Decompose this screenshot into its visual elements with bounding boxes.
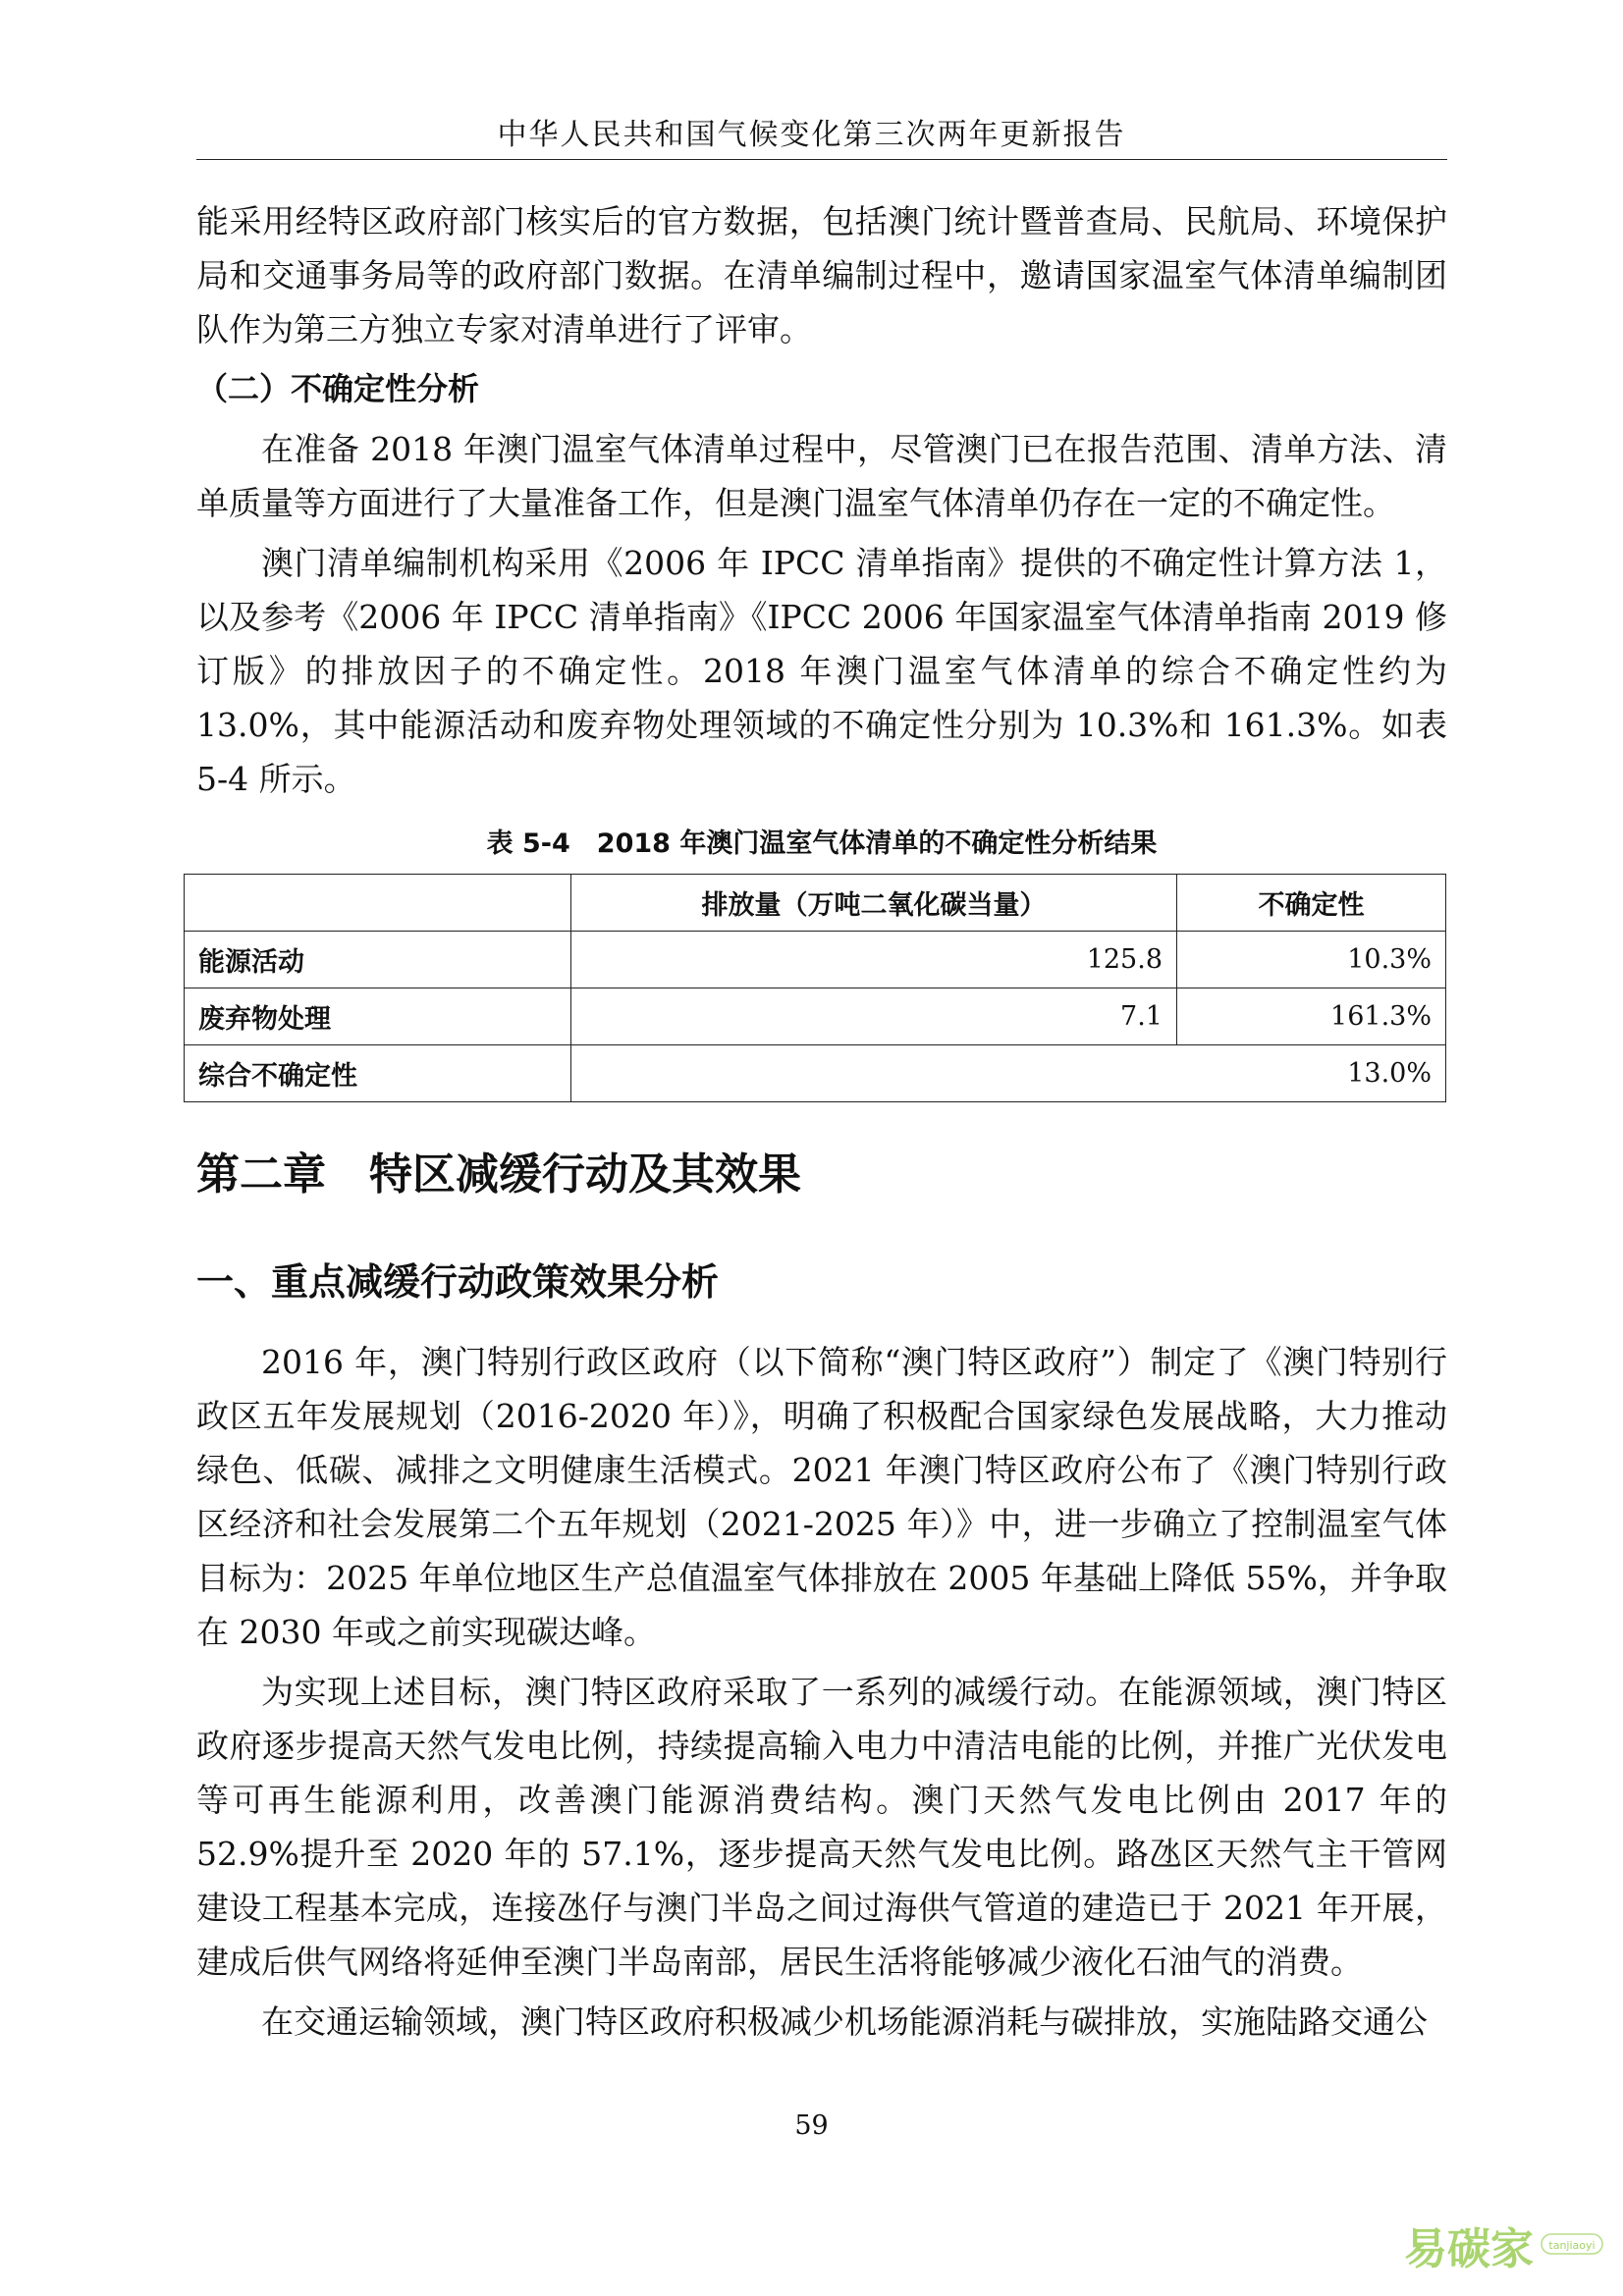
uncertainty-value: 10.3% bbox=[1177, 932, 1446, 988]
section-title: 一、重点减缓行动政策效果分析 bbox=[196, 1260, 720, 1304]
emission-value: 125.8 bbox=[571, 932, 1177, 988]
paragraph: 在交通运输领域，澳门特区政府积极减少机场能源消耗与碳排放，实施陆路交通公 bbox=[261, 2002, 1428, 2041]
table-row bbox=[185, 932, 1446, 988]
uncertainty-table bbox=[184, 874, 1446, 1102]
uncertainty-value: 161.3% bbox=[1177, 988, 1446, 1045]
table-caption: 表 5-4 2018 年澳门温室气体清单的不确定性分析结果 bbox=[486, 828, 1158, 859]
header-divider bbox=[196, 159, 1447, 160]
svg-text:tanjiaoyi: tanjiaoyi bbox=[1548, 2239, 1596, 2252]
table-header-cell: 排放量（万吨二氧化碳当量） bbox=[571, 875, 1177, 932]
total-uncertainty-value: 13.0% bbox=[571, 1045, 1446, 1102]
paragraph: 澳门清单编制机构采用《2006 年 IPCC 清单指南》提供的不确定性计算方法 1，以及参考《2006 年 IPCC 清单指南》《IPCC 2006 年国家温室气体清单指南 2019 修订版》的排放因子的不确定性。2018 年澳门温室气体清单的综合不确定性约为 13.0%，其中能源活动和废弃物处理领域的不确定性分别为 10.3%和 161.3%。如表 5-4 所示。 bbox=[196, 544, 1447, 798]
page-content bbox=[196, 194, 1447, 2055]
page-number: 59 bbox=[794, 2110, 829, 2141]
row-label: 废弃物处理 bbox=[185, 988, 571, 1045]
paragraph: 为实现上述目标，澳门特区政府采取了一系列的减缓行动。在能源领域，澳门特区政府逐步提高天然气发电比例，持续提高输入电力中清洁电能的比例，并推广光伏发电等可再生能源利用，改善澳门能源消费结构。澳门天然气发电比例由 2017 年的 52.9%提升至 2020 年的 57.1%，逐步提高天然气发电比例。路氹区天然气主干管网建设工程基本完成，连接氹仔与澳门半岛之间过海供气管道的建造已于 2021 年开展，建成后供气网络将延伸至澳门半岛南部，居民生活将能够减少液化石油气的消费。 bbox=[196, 1673, 1447, 1981]
table-row-total bbox=[185, 1045, 1446, 1102]
emission-value: 7.1 bbox=[571, 988, 1177, 1045]
table-header-row bbox=[185, 875, 1446, 932]
paragraph: 2016 年，澳门特别行政区政府（以下简称“澳门特区政府”）制定了《澳门特别行政区五年发展规划（2016-2020 年）》，明确了积极配合国家绿色发展战略，大力推动绿色、低碳、减排之文明健康生活模式。2021 年澳门特区政府公布了《澳门特别行政区经济和社会发展第二个五年规划（2021-2025 年）》中，进一步确立了控制温室气体目标为：2025 年单位地区生产总值温室气体排放在 2005 年基础上降低 55%，并争取在 2030 年或之前实现碳达峰。 bbox=[196, 1343, 1447, 1651]
subsection-heading: （二）不确定性分析 bbox=[196, 370, 480, 407]
brand-watermark-logo bbox=[1404, 2220, 1605, 2275]
report-title: 中华人民共和国气候变化第三次两年更新报告 bbox=[497, 118, 1126, 152]
table-header-cell: 不确定性 bbox=[1177, 875, 1446, 932]
chapter-title: 第二章 特区减缓行动及其效果 bbox=[196, 1149, 801, 1200]
table-header-cell bbox=[185, 875, 571, 932]
paragraph: 能采用经特区政府部门核实后的官方数据，包括澳门统计暨普查局、民航局、环境保护局和交通事务局等的政府部门数据。在清单编制过程中，邀请国家温室气体清单编制团队作为第三方独立专家对清单进行了评审。 bbox=[196, 202, 1447, 348]
paragraph: 在准备 2018 年澳门温室气体清单过程中，尽管澳门已在报告范围、清单方法、清单质量等方面进行了大量准备工作，但是澳门温室气体清单仍存在一定的不确定性。 bbox=[196, 430, 1447, 522]
table-row bbox=[185, 988, 1446, 1045]
row-label: 能源活动 bbox=[185, 932, 571, 988]
watermark-icon bbox=[1404, 2220, 1605, 2275]
row-label: 综合不确定性 bbox=[185, 1045, 571, 1102]
svg-text:易碳家: 易碳家 bbox=[1404, 2224, 1534, 2274]
